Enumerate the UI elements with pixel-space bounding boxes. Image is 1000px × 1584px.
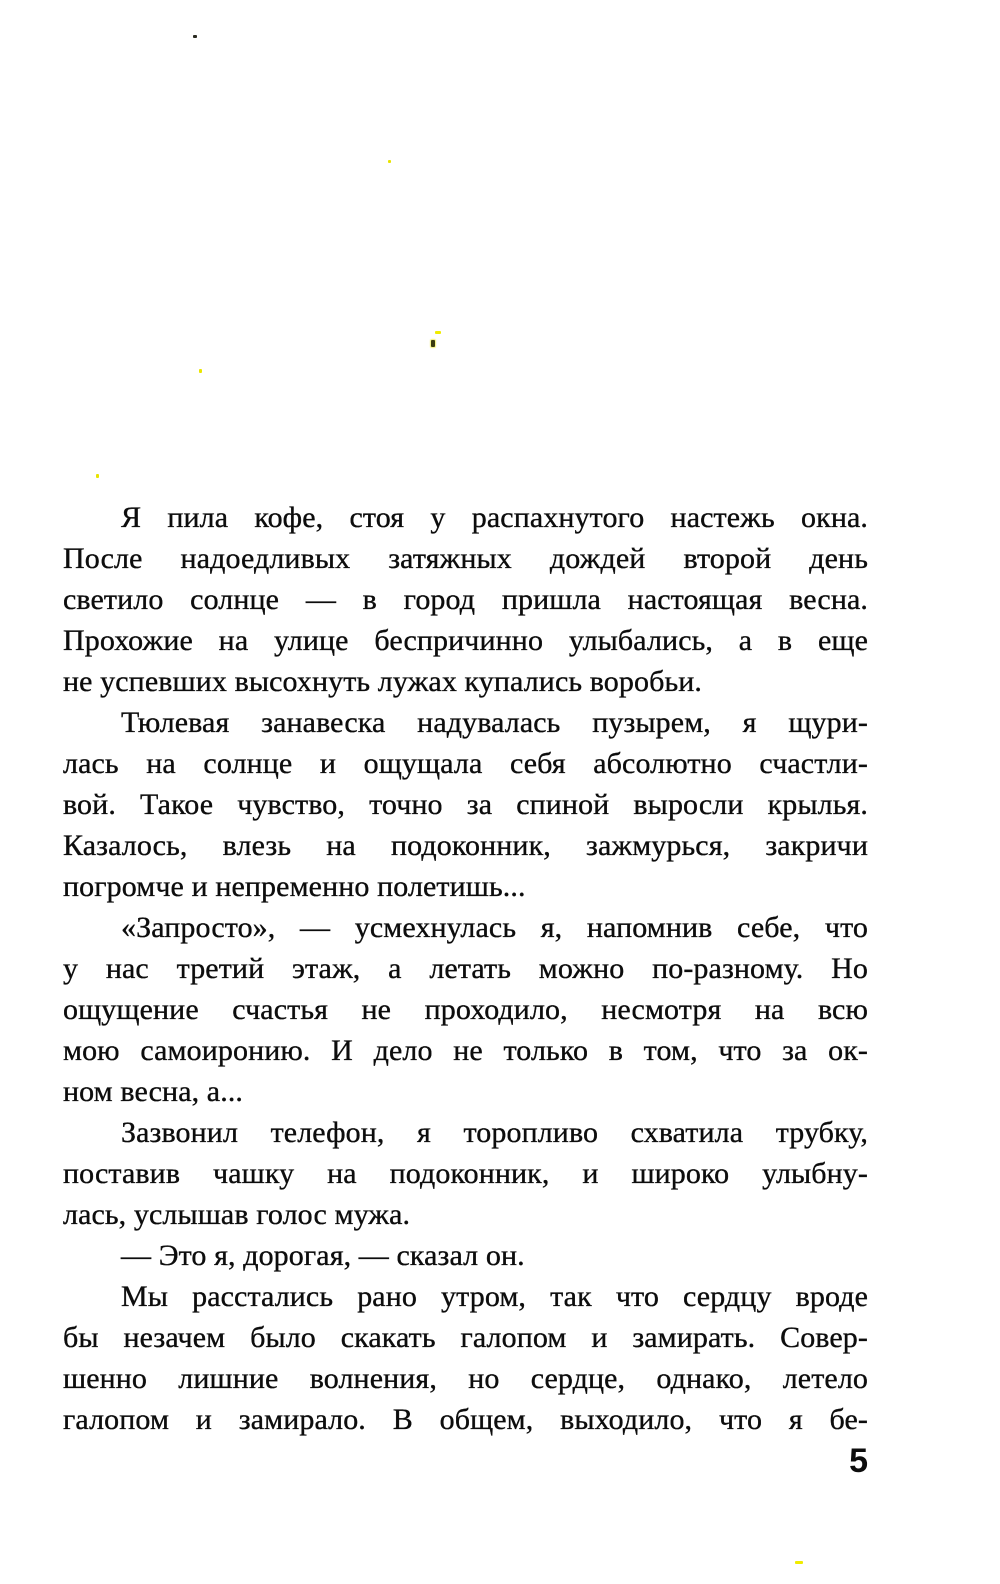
text-line: После надоедливых затяжных дождей второй день xyxy=(63,542,868,575)
text-line: шенно лишние волнения, но сердце, однако, летело xyxy=(63,1362,868,1395)
text-line: Прохожие на улице беспричинно улыбались, а в еще xyxy=(63,624,868,657)
text-line: вой. Такое чувство, точно за спиной выросли крылья. xyxy=(63,788,868,821)
text-line: Зазвонил телефон, я торопливо схватила трубку, xyxy=(121,1116,868,1149)
text-line: Тюлевая занавеска надувалась пузырем, я щури- xyxy=(121,706,868,739)
scan-speck xyxy=(431,340,435,347)
paragraph xyxy=(63,1112,868,1235)
paragraph xyxy=(63,907,868,1112)
paragraph xyxy=(63,702,868,907)
page-number: 5 xyxy=(849,1442,868,1480)
scan-speck xyxy=(193,35,197,38)
text-line: не успевших высохнуть лужах купались воробьи. xyxy=(63,665,702,698)
text-line: у нас третий этаж, а летать можно по-разному. Но xyxy=(63,952,868,985)
scan-speck xyxy=(199,369,202,373)
text-line: — Это я, дорогая, — сказал он. xyxy=(121,1239,525,1272)
scan-speck xyxy=(388,160,391,163)
paragraph xyxy=(63,1235,868,1276)
text-line: лась на солнце и ощущала себя абсолютно счастли- xyxy=(63,747,868,780)
scan-speck xyxy=(96,474,99,478)
scan-speck xyxy=(795,1561,803,1564)
text-line: поставив чашку на подоконник, и широко улыбну- xyxy=(63,1157,868,1190)
text-line: светило солнце — в город пришла настоящая весна. xyxy=(63,583,868,616)
text-line: «Запросто», — усмехнулась я, напомнив себе, что xyxy=(121,911,868,944)
text-line: лась, услышав голос мужа. xyxy=(63,1198,411,1231)
text-line: Я пила кофе, стоя у распахнутого настежь окна. xyxy=(121,501,868,534)
text-line: ощущение счастья не проходило, несмотря на всю xyxy=(63,993,868,1026)
text-line: галопом и замирало. В общем, выходило, что я бе- xyxy=(63,1403,868,1436)
text-line: Мы расстались рано утром, так что сердцу вроде xyxy=(121,1280,868,1313)
paragraph xyxy=(63,497,868,702)
text-line: ном весна, а... xyxy=(63,1075,244,1108)
text-line: мою самоиронию. И дело не только в том, что за ок- xyxy=(63,1034,868,1067)
text-line: Казалось, влезь на подоконник, зажмурься, закричи xyxy=(63,829,868,862)
text-line: погромче и непременно полетишь... xyxy=(63,870,526,903)
text-line: бы незачем было скакать галопом и замирать. Совер- xyxy=(63,1321,868,1354)
paragraph xyxy=(63,1276,868,1440)
scan-speck xyxy=(435,331,441,334)
body-text xyxy=(63,497,868,1440)
